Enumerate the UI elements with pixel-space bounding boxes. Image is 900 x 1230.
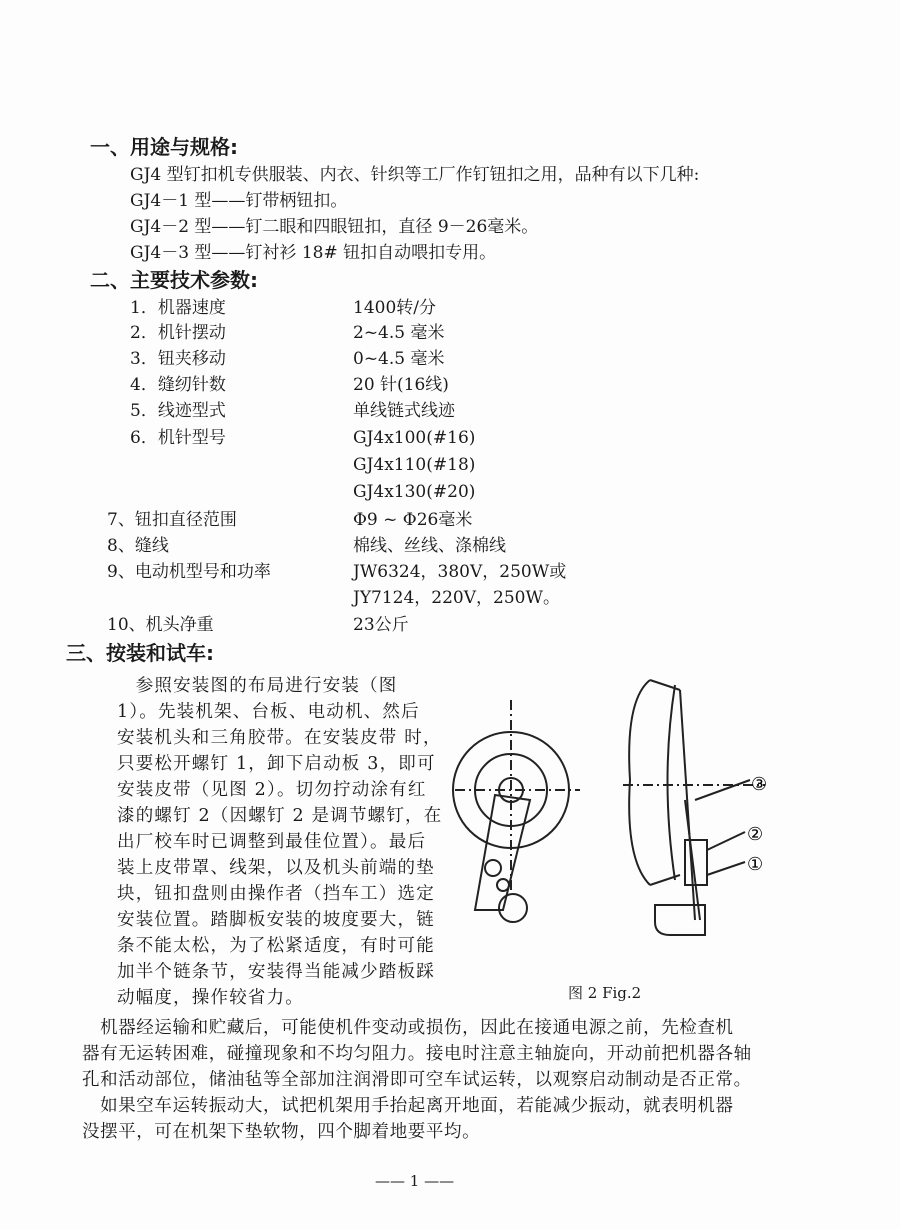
callout-3: ③ — [751, 774, 768, 795]
install-paragraph-line: 漆的螺钉 2（因螺钉 2 是调节螺钉，在 — [117, 806, 443, 826]
param-value: GJ4x110(#18) — [353, 455, 476, 475]
param-label: 10、机头净重 — [107, 615, 214, 635]
param-value: 棉线、丝线、涤棉线 — [353, 536, 506, 556]
check-paragraph-line: 机器经运输和贮藏后，可能使机件变动或损伤，因此在接通电源之前，先检查机 — [82, 1018, 734, 1038]
param-label: 2．机针摆动 — [130, 323, 226, 343]
install-paragraph-line: 出厂校车时已调整到最佳位置）。最后 — [117, 832, 427, 852]
figure-2-belt-installation — [445, 660, 825, 950]
page-number: —— 1 —— — [375, 1172, 455, 1190]
param-label: 9、电动机型号和功率 — [107, 562, 271, 582]
figure-caption: 图 2 Fig.2 — [568, 984, 642, 1002]
callout-1: ① — [747, 854, 764, 875]
param-label: 7、钮扣直径范围 — [107, 510, 237, 530]
section1-line: GJ4－1 型——钉带柄钮扣。 — [130, 191, 348, 211]
param-value: 2~4.5 毫米 — [353, 323, 445, 343]
param-label: 3．钮夹移动 — [130, 349, 226, 369]
section3-heading: 三、按装和试车: — [66, 641, 214, 665]
vibration-paragraph-line: 没摆平，可在机架下垫软物，四个脚着地要平均。 — [82, 1122, 481, 1142]
param-value: JY7124，220V，250W。 — [353, 588, 560, 608]
param-value: 0~4.5 毫米 — [353, 349, 445, 369]
param-label: 8、缝线 — [107, 536, 169, 556]
section1-line: GJ4－3 型——钉衬衫 18# 钮扣自动喂扣专用。 — [130, 243, 497, 263]
install-paragraph-line: 动幅度，操作较省力。 — [117, 988, 304, 1008]
install-paragraph-line: 块，钮扣盘则由操作者（挡车工）选定 — [117, 884, 435, 904]
section1-line: GJ4 型钉扣机专供服装、内衣、针织等工厂作钉钮扣之用，品种有以下几种: — [130, 165, 700, 185]
check-paragraph-line: 器有无运转困难，碰撞现象和不均匀阻力。接电时注意主轴旋向，开动前把机器各轴 — [82, 1044, 752, 1064]
install-paragraph-line: 装上皮带罩、线架，以及机头前端的垫 — [117, 858, 435, 878]
install-paragraph-line: 1）。先装机架、台板、电动机、然后 — [117, 702, 420, 722]
section1-heading: 一、用途与规格: — [90, 135, 238, 159]
install-paragraph-line: 参照安装图的布局进行安装（图 — [117, 676, 398, 696]
param-label: 5．线迹型式 — [130, 401, 226, 421]
install-paragraph-line: 只要松开螺钉 1，卸下启动板 3，即可 — [117, 754, 436, 774]
param-label: 4．缝纫针数 — [130, 375, 226, 395]
section1-line: GJ4－2 型——钉二眼和四眼钮扣，直径 9－26毫米。 — [130, 217, 539, 237]
param-value: 单线链式线迹 — [353, 401, 455, 421]
param-value: GJ4x130(#20) — [353, 482, 476, 502]
install-paragraph-line: 安装机头和三角胶带。在安装皮带 时， — [117, 728, 442, 748]
param-value: JW6324，380V，250W或 — [353, 562, 567, 582]
install-paragraph-line: 安装位置。踏脚板安装的坡度要大，链 — [117, 910, 435, 930]
install-paragraph-line: 安装皮带（见图 2）。切勿拧动涂有红 — [117, 780, 427, 800]
vibration-paragraph-line: 如果空车运转振动大，试把机架用手抬起离开地面，若能减少振动，就表明机器 — [82, 1096, 734, 1116]
check-paragraph-line: 孔和活动部位，储油毡等全部加注润滑即可空车试运转，以观察启动制动是否正常。 — [82, 1070, 752, 1090]
param-value: Φ9 ~ Φ26毫米 — [353, 510, 473, 530]
param-label: 1．机器速度 — [130, 298, 226, 318]
section2-heading: 二、主要技术参数: — [90, 268, 258, 292]
param-value: 1400转/分 — [353, 298, 436, 318]
callout-2: ② — [747, 824, 764, 845]
param-value: GJ4x100(#16) — [353, 428, 476, 448]
param-value: 23公斤 — [353, 615, 409, 635]
install-paragraph-line: 加半个链条节，安装得当能减少踏板踩 — [117, 962, 435, 982]
install-paragraph-line: 条不能太松，为了松紧适度，有时可能 — [117, 936, 435, 956]
param-value: 20 针(16线) — [353, 375, 449, 395]
param-label: 6．机针型号 — [130, 428, 226, 448]
